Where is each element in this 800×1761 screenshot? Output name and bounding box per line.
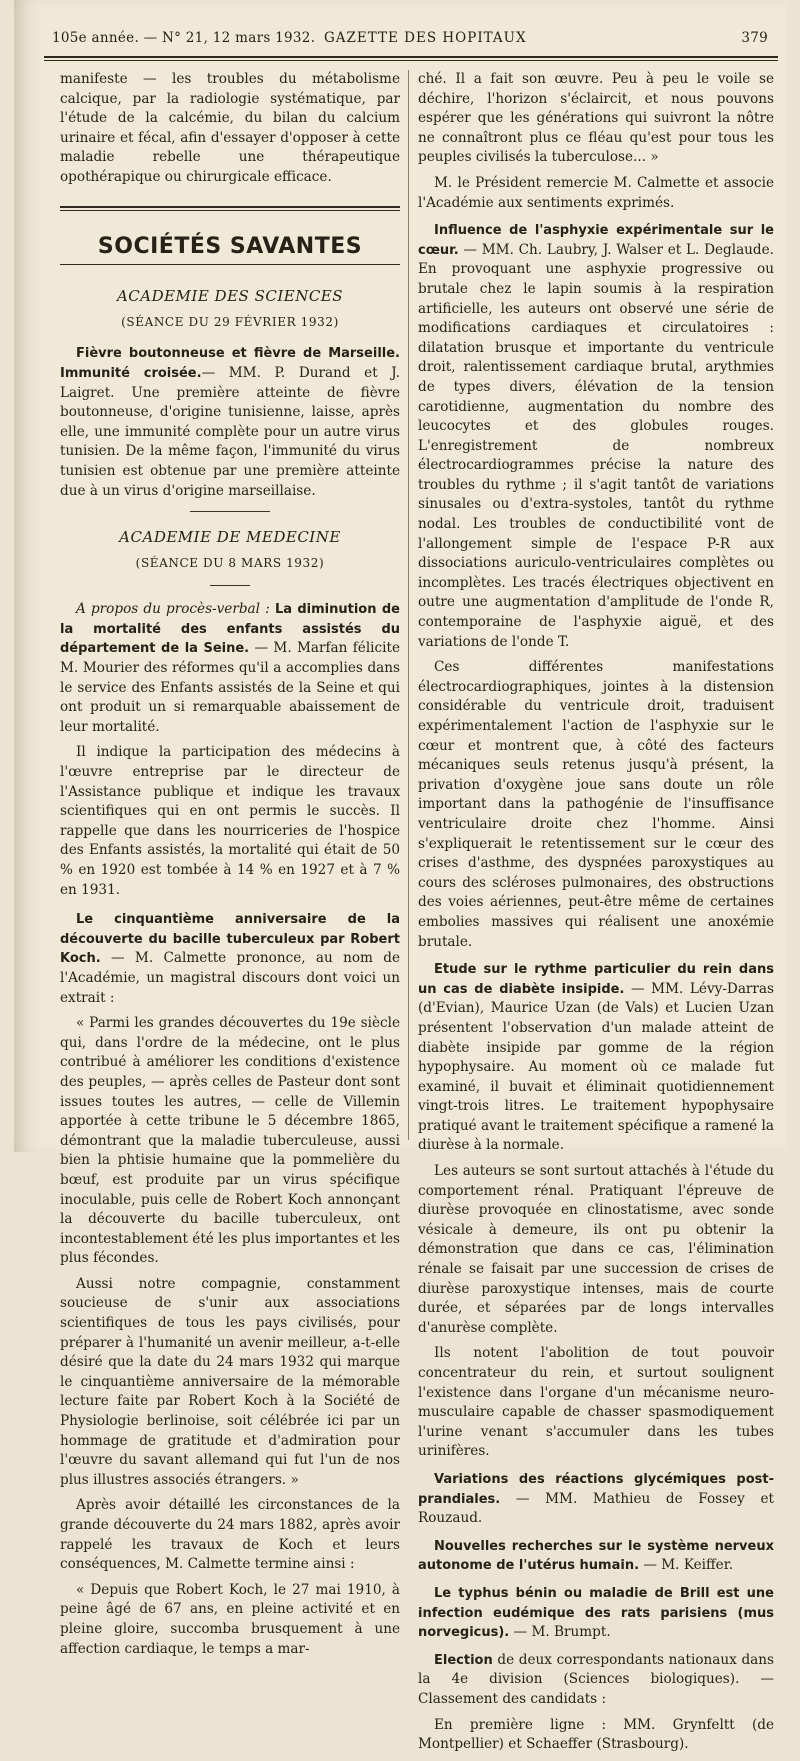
item-typhus-title: Le typhus bénin ou maladie de Brill est une infection eudémique des rats parisiens (mus norvegicus). bbox=[418, 1585, 774, 1641]
item-koch-text: — M. Calmette prononce, au nom de l'Académie, un magistral discours dont voici un extrait : bbox=[60, 950, 400, 1006]
item-mortalite-text: — M. Marfan félicite M. Mourier des réformes qu'il a accomplies dans le service des Enfants assistés de la Seine et qui ont produit un si remarquable abaissement de leur mortalité. bbox=[60, 640, 400, 735]
president-thanks: M. le Président remercie M. Calmette et associe l'Académie aux sentiments exprimés. bbox=[418, 174, 774, 211]
item-diabete-para2: Les auteurs se sont surtout attachés à l'étude du comportement rénal. Pratiquant l'épreuve de diurèse provoquée en clinostatisme, avec sonde vésicale à demeure, ils ont pu obtenir la démonstration que dans ce cas, l'élimination rénale se faisait par une succession de crises de diurèse paroxystique intenses, mais de courte durée, et séparées par de longs intervalles d'anurèse complète. bbox=[418, 1163, 774, 1336]
koch-quote-cont: ché. Il a fait son œuvre. Peu à peu le voile se déchire, l'horizon s'éclaircit, et nous pouvons espérer que les générations qui suivront la nôtre ne connaîtront plus ce fléau qu'est pour tous les peuples civilisés la tuberculose... » bbox=[418, 71, 774, 166]
newspaper-page bbox=[14, 0, 786, 1753]
section-rule-top bbox=[60, 206, 400, 211]
academy-medicine-title: ACADEMIE DE MEDECINE bbox=[119, 528, 341, 547]
item-fievre-title: Fièvre boutonneuse et fièvre de Marseille. Immunité croisée. bbox=[60, 346, 400, 381]
item-election-title: Election bbox=[434, 1652, 493, 1668]
koch-quote-2: Aussi notre compagnie, constamment soucieuse de s'unir aux associations scientifiques de tous les pays civilisés, pour préparer à l'humanité un avenir meilleur, a-t-elle désiré que la date du 24 mars 1932 qui marque le cinquantième anniversaire de la mémorable lecture faite par Robert Koch à la Société de Physiologie berlinoise, soit célébrée ici par un hommage de gratitude et d'admiration pour l'œuvre du savant allemand qui fut l'un de nos plus illustres associés étrangers. » bbox=[60, 1275, 400, 1488]
item-glycemie-text: — MM. Mathieu de Fossey et Rouzaud. bbox=[418, 1490, 774, 1527]
publication-title: GAZETTE DES HOPITAUX bbox=[324, 30, 527, 46]
edition-info: 105e année. — N° 21, 12 mars 1932. bbox=[52, 30, 316, 46]
item-typhus-text: — M. Brumpt. bbox=[509, 1624, 611, 1641]
item-asphyxie-para2: Ces différentes manifestations électrocardiographiques, jointes à la distension considérable du ventricule droit, traduisent expérimentalement l'action de l'asphyxie sur le cœur et montrent que, à côté des facteurs mécaniques seuls retenus jusqu'à présent, la privation d'oxygène joue sans doute un rôle important dans la pathogénie de l'insuffisance ventriculaire droite chez l'homme. Ainsi s'expliquerait le retentissement sur le cœur des crises d'asthme, des dyspnées paroxystiques au cours des scléroses pulmonaires, des obstructions des voies aériennes, peut-être même de certaines embolies massives qui réalisent une anoxémie brutale. bbox=[418, 659, 774, 950]
item-glycemie bbox=[418, 1470, 774, 1529]
item-glycemie-title: Variations des réactions glycémiques post-prandiales. bbox=[418, 1471, 774, 1507]
column-divider bbox=[408, 70, 409, 1140]
main-heading: SOCIÉTÉS SAVANTES bbox=[97, 233, 363, 259]
item-asphyxie-title: Influence de l'asphyxie expérimentale sur le cœur. bbox=[418, 223, 774, 258]
section-rule-bottom bbox=[60, 264, 400, 265]
right-column bbox=[418, 70, 774, 1761]
koch-para-3: Après avoir détaillé les circonstances de la grande découverte du 24 mars 1882, après avoir rappelé les travaux de Koch et leurs conséquences, M. Calmette termine ainsi : bbox=[60, 1497, 400, 1573]
item-election-text: de deux correspondants nationaux dans la 4e division (Sciences biologiques). — Classement des candidats : bbox=[418, 1651, 774, 1707]
item-fievre bbox=[60, 344, 400, 501]
koch-quote-3: « Depuis que Robert Koch, le 27 mai 1910, à peine âgé de 67 ans, en pleine activité et en pleine gloire, succomba brusquement à une affection cardiaque, le temps a mar- bbox=[60, 1581, 400, 1657]
item-election bbox=[418, 1651, 774, 1710]
header-rule-thin bbox=[44, 60, 778, 61]
item-diabete bbox=[418, 960, 774, 1156]
page-header bbox=[52, 30, 772, 52]
page-number: 379 bbox=[741, 30, 768, 46]
item-asphyxie-text: — MM. Ch. Laubry, J. Walser et L. Deglaude. En provoquant une asphyxie progressive ou brutale chez le lapin soumis à la respiration artificielle, les auteurs ont observé une série de modifications cardiaques et circulatoires : dilatation brusque et importante du ventricule droit, ralentissement cardiaque brutal, arythmies de types divers, élévation de la tension carotidienne, augmentation du nombre des leucocytes et des globules rouges. L'enregistrement de nombreux électrocardiogrammes précise la nature des troubles du rythme ; il s'agit tantôt de variations sinusales ou d'extra-systoles, tantôt du rythme nodal. Les troubles de conductibilité vont de l'allongement simple de l'espace P-R aux dissociations auriculo-ventriculaires complètes ou incomplètes. Les tracés électriques objectivent en outre une augmentation d'amplitude de l'onde R, contemporaine de l'asphyxie aiguë, et des variations de l'onde T. bbox=[418, 241, 774, 650]
item-mortalite-title: La diminution de la mortalité des enfants assistés du département de la Seine. bbox=[60, 602, 400, 657]
divider-small bbox=[210, 585, 250, 586]
academy-sciences-session: (SÉANCE DU 29 FÉVRIER 1932) bbox=[121, 314, 339, 329]
item-diabete-title: Etude sur le rythme particulier du rein dans un cas de diabète insipide. bbox=[418, 962, 774, 997]
divider bbox=[190, 511, 270, 512]
koch-quote-1: « Parmi les grandes découvertes du 19e siècle qui, dans l'ordre de la médecine, ont le plus contribué à améliorer les conditions d'existence des peuples, — après celles de Pasteur dont sont issues toutes les autres, — celle de Villemin apportée à cette tribune le 5 décembre 1865, démontrant que la maladie tuberculeuse, aussi bien la phtisie humaine que la pommelière du bœuf, est produite par un virus spécifique inoculable, puis celle de Robert Koch annonçant la découverte du bacille tuberculeux, ont incontestablement été les plus importantes et les plus fécondes. bbox=[60, 1015, 400, 1267]
item-fievre-text: — MM. P. Durand et J. Laigret. Une première atteinte de fièvre boutonneuse, d'origine tunisienne, laisse, après elle, une immunité complète pour un autre virus tunisien. De la même façon, l'immunité du virus tunisien est obtenue par une première atteinte due à un virus d'origine marseillaise. bbox=[60, 364, 400, 499]
item-election-para2: En première ligne : MM. Grynfeltt (de Montpellier) et Schaeffer (Strasbourg). bbox=[418, 1716, 774, 1753]
item-uterus-text: — M. Keiffer. bbox=[639, 1557, 734, 1574]
academy-sciences-title: ACADEMIE DES SCIENCES bbox=[116, 287, 344, 306]
item-diabete-text: — MM. Lévy-Darras (d'Evian), Maurice Uzan (de Vals) et Lucien Uzan présentent l'observation d'un malade atteint de diabète insipide par gomme de la région hypophysaire. Au moment où ce malade fut examiné, il buvait et éliminait quotidiennement vingt-trois litres. Le traitement hypophysaire pratiqué avant le traitement spécifique a ramené la diurèse à la normale. bbox=[418, 980, 774, 1154]
item-mortalite-lead: A propos du procès-verbal : bbox=[76, 601, 275, 618]
item-asphyxie bbox=[418, 221, 774, 652]
item-mortalite-para2: Il indique la participation des médecins à l'œuvre entreprise par le directeur de l'Assistance publique et indique les travaux scientifiques qui en ont permis le succès. Il rappelle que dans les nourriceries de l'hospice des Enfants assistés, la mortalité qui était de 50 % en 1920 est tombée à 14 % en 1927 et à 7 % en 1931. bbox=[60, 744, 400, 898]
item-koch-title: Le cinquantième anniversaire de la découverte du bacille tuberculeux par Robert Koch. bbox=[60, 912, 400, 967]
item-uterus-title: Nouvelles recherches sur le système nerveux autonome de l'utérus humain. bbox=[418, 1538, 774, 1574]
item-koch bbox=[60, 910, 400, 1008]
left-column bbox=[60, 70, 400, 1665]
item-typhus bbox=[418, 1584, 774, 1643]
academy-medicine-session: (SÉANCE DU 8 MARS 1932) bbox=[135, 555, 325, 570]
intro-paragraph: manifeste — les troubles du métabolisme calcique, par la radiologie systématique, par l'étude de la calcémie, du bilan du calcium urinaire et fécal, afin d'essayer d'opposer à cette maladie rebelle une thérapeutique opothérapique ou chirurgicale efficace. bbox=[60, 71, 400, 185]
item-mortalite bbox=[60, 600, 400, 737]
item-diabete-para3: Ils notent l'abolition de tout pouvoir concentrateur du rein, et surtout soulignent l'existence dans l'organe d'un mécanisme neuro-musculaire capable de chasser spasmodiquement l'urine venant s'accumuler dans les tubes urinifères. bbox=[418, 1345, 774, 1460]
header-rule bbox=[44, 56, 778, 58]
item-uterus bbox=[418, 1537, 774, 1576]
